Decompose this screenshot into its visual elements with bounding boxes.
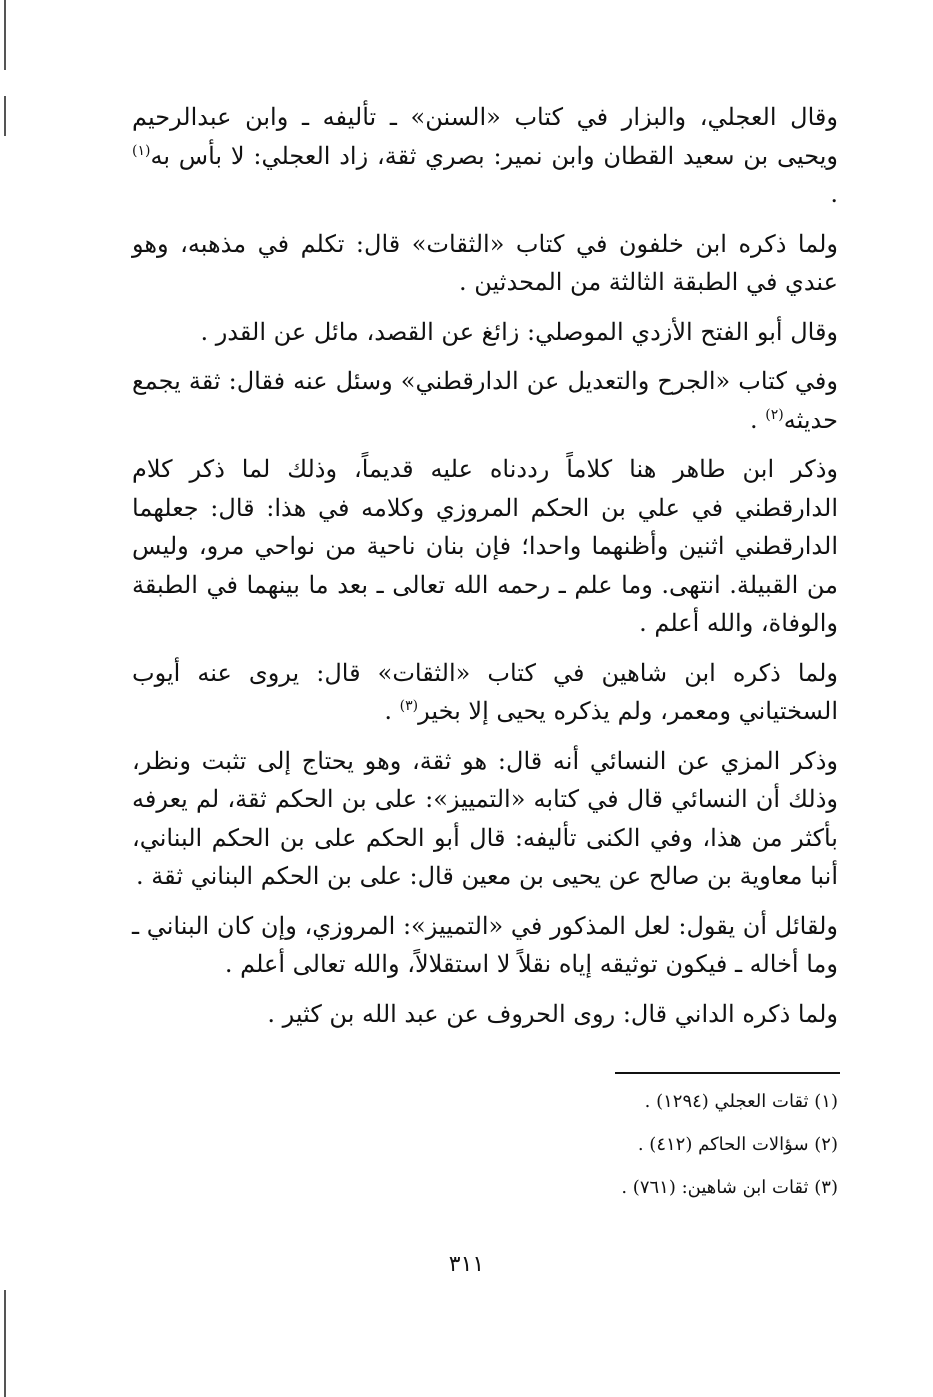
page-number: ٣١١ <box>448 1252 485 1277</box>
paragraph-3: وقال أبو الفتح الأزدي الموصلي: زائغ عن القصد، مائل عن القدر . <box>200 317 838 346</box>
paragraph-4: وفي كتاب «الجرح والتعديل عن الدارقطني» وسئل عنه فقال: ثقة يجمع حديثه$^{(٢)}$ . <box>132 367 838 434</box>
paragraph-8: ولقائل أن يقول: لعل المذكور في «التمييز»: المروزي، وإن كان البناني ـ وما أخاله ـ فيكون توثيقه إياه نقلاً لا استقلالاً، والله تعالى أعلم . <box>132 911 838 978</box>
paragraph-2: ولما ذكره ابن خلفون في كتاب «الثقات» قال: تكلم في مذهبه، وهو عندي في الطبقة الثالثة من المحدثين . <box>132 229 838 296</box>
paragraph-5: وذكر ابن طاهر هنا كلاماً رددناه عليه قديماً، وذلك لما ذكر كلام الدارقطني في علي بن الحكم المروزي وكلامه في هذا: قال: جعلهما الدارقطني اثنين وأظنهما واحدا؛ فإن بنان ناحية من نواحي مرو، وليس من القبيلة. انتهى. وما علم ـ رحمه الله تعالى ـ بعد ما بينهما في الطبقة والوفاة، والله أعلم . <box>132 455 838 637</box>
footnote-2: (٢) سؤالات الحاكم (٤١٢) . <box>637 1134 838 1155</box>
footnote-separator <box>615 1072 840 1074</box>
footnotes <box>400 1090 838 1219</box>
paragraph-9: ولما ذكره الداني قال: روى الحروف عن عبد الله بن كثير . <box>267 999 838 1028</box>
footnote-ref-3: (٣) <box>399 698 419 714</box>
footnote-1: (١) ثقات العجلي (١٢٩٤) . <box>644 1091 838 1112</box>
main-text-body <box>132 98 838 1044</box>
footnote-3: (٣) ثقات ابن شاهين: (٧٦١) . <box>621 1177 838 1198</box>
paragraph-6: ولما ذكره ابن شاهين في كتاب «الثقات» قال: يروى عنه أيوب السختياني ومعمر، ولم يذكره يحيى إلا بخير$^{(٣)}$ . <box>132 658 839 725</box>
scan-edge-line-top <box>4 0 6 70</box>
scan-edge-line-middle <box>4 96 6 136</box>
footnote-ref-2: (٢) <box>765 406 784 423</box>
scan-edge-line-bottom <box>4 1290 6 1397</box>
paragraph-7: وذكر المزي عن النسائي أنه قال: هو ثقة، وهو يحتاج إلى تثبت ونظر، وذلك أن النسائي قال في كتابه «التمييز»: على بن الحكم ثقة، لم يعرفه بأكثر من هذا، وفي الكنى تأليفه: قال أبو الحكم على بن الحكم البناني، أنبا معاوية بن صالح عن يحيى بن معين قال: على بن الحكم البناني ثقة . <box>132 746 838 890</box>
paragraph-1: وقال العجلي، والبزار في كتاب «السنن» ـ تأليفه ـ وابن عبدالرحيم ويحيى بن سعيد القطان وابن نمير: بصري ثقة، زاد العجلي: لا بأس به$^{(١)}$ . <box>132 103 838 208</box>
footnote-ref-1: (١) <box>132 142 151 159</box>
